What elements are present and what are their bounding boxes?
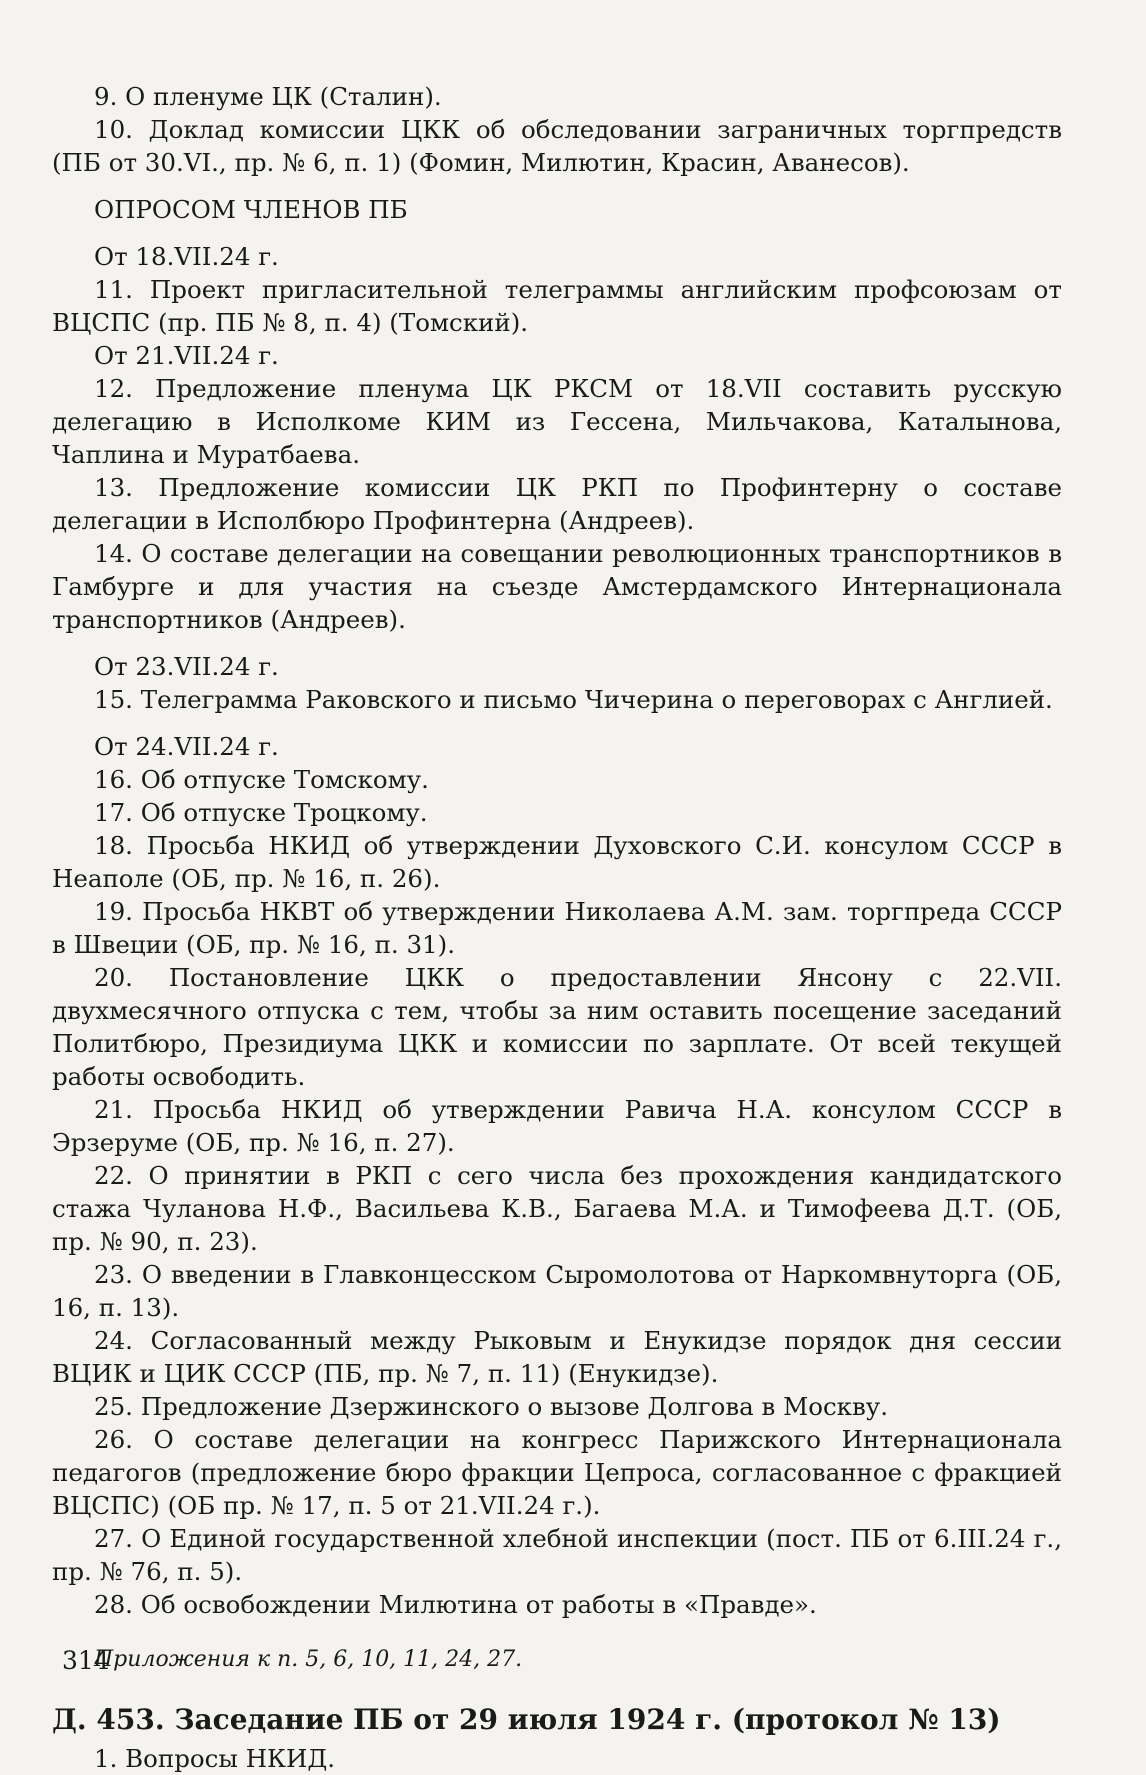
document-heading: Д. 453. Заседание ПБ от 29 июля 1924 г. (протокол № 13) — [52, 1703, 1001, 1736]
agenda-item-26: 26. О составе делегации на конгресс Парижского Интернационала педагогов (предложение бюро фракции Цепроса, согласованное с фракцией ВЦСПС) (ОБ пр. № 17, п. 5 от 21.VII.24 г.). — [52, 1425, 1062, 1520]
document-first-item: 1. Вопросы НКИД. — [94, 1744, 336, 1773]
agenda-item-15: 15. Телеграмма Раковского и письмо Чичерина о переговорах с Англией. — [94, 685, 1053, 714]
agenda-item-23: 23. О введении в Главконцесском Сыромолотова от Наркомвнуторга (ОБ, 16, п. 13). — [52, 1260, 1062, 1322]
agenda-item-12: 12. Предложение пленума ЦК РКСМ от 18.VII составить русскую делегацию в Исполкоме КИМ из Гессена, Мильчакова, Каталынова, Чаплина и Муратбаева. — [52, 374, 1062, 469]
page-number: 314 — [62, 1646, 110, 1675]
document-page — [52, 80, 1062, 1775]
date-line-23-vii: От 23.VII.24 г. — [94, 652, 279, 681]
date-line-24-vii: От 24.VII.24 г. — [94, 732, 279, 761]
agenda-item-24: 24. Согласованный между Рыковым и Енукидзе порядок дня сессии ВЦИК и ЦИК СССР (ПБ, пр. № 7, п. 11) (Енукидзе). — [52, 1326, 1062, 1388]
agenda-item-22: 22. О принятии в РКП с сего числа без прохождения кандидатского стажа Чуланова Н.Ф., Васильева К.В., Багаева М.А. и Тимофеева Д.Т. (ОБ, пр. № 90, п. 23). — [52, 1161, 1062, 1256]
agenda-item-11: 11. Проект пригласительной телеграммы английским профсоюзам от ВЦСПС (пр. ПБ № 8, п. 4) (Томский). — [52, 275, 1062, 337]
agenda-item-17: 17. Об отпуске Троцкому. — [94, 798, 428, 827]
agenda-item-21: 21. Просьба НКИД об утверждении Равича Н.А. консулом СССР в Эрзеруме (ОБ, пр. № 16, п. 27). — [52, 1095, 1062, 1157]
poll-heading: ОПРОСОМ ЧЛЕНОВ ПБ — [94, 195, 408, 224]
agenda-item-9: 9. О пленуме ЦК (Сталин). — [94, 82, 442, 111]
agenda-item-14: 14. О составе делегации на совещании революционных транспортников в Гамбурге и для участия на съезде Амстердамского Интернационала транспортников (Андреев). — [52, 539, 1062, 634]
agenda-item-27: 27. О Единой государственной хлебной инспекции (пост. ПБ от 6.III.24 г., пр. № 76, п. 5). — [52, 1524, 1062, 1586]
agenda-item-18: 18. Просьба НКИД об утверждении Духовского С.И. консулом СССР в Неаполе (ОБ, пр. № 16, п. 26). — [52, 831, 1062, 893]
agenda-item-20: 20. Постановление ЦКК о предоставлении Янсону с 22.VII. двухмесячного отпуска с тем, чтобы за ним оставить посещение заседаний Политбюро, Президиума ЦКК и комиссии по зарплате. От всей текущей работы освободить. — [52, 963, 1062, 1091]
appendix-note: Приложения к п. 5, 6, 10, 11, 24, 27. — [94, 1647, 523, 1672]
agenda-item-25: 25. Предложение Дзержинского о вызове Долгова в Москву. — [94, 1392, 888, 1421]
agenda-item-13: 13. Предложение комиссии ЦК РКП по Профинтерну о составе делегации в Исполбюро Профинтерна (Андреев). — [52, 473, 1062, 535]
date-line-21-vii: От 21.VII.24 г. — [94, 341, 279, 370]
agenda-item-16: 16. Об отпуске Томскому. — [94, 765, 429, 794]
agenda-item-19: 19. Просьба НКВТ об утверждении Николаева А.М. зам. торгпреда СССР в Швеции (ОБ, пр. № 16, п. 31). — [52, 897, 1062, 959]
agenda-item-28: 28. Об освобождении Милютина от работы в «Правде». — [94, 1590, 817, 1619]
date-line-18-vii: От 18.VII.24 г. — [94, 242, 279, 271]
agenda-item-10: 10. Доклад комиссии ЦКК об обследовании заграничных торгпредств (ПБ от 30.VI., пр. № 6, п. 1) (Фомин, Милютин, Красин, Аванесов). — [52, 115, 1062, 177]
